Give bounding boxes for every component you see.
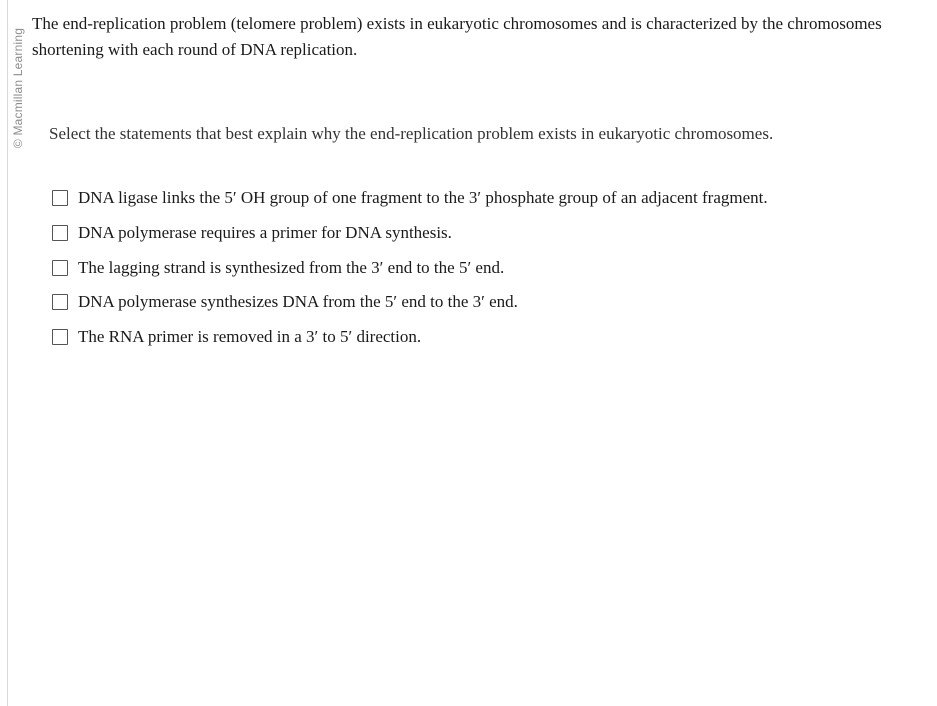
answer-option-label: DNA ligase links the 5′ OH group of one fragment to the 3′ phosphate group of an adjacent fragment.	[78, 188, 768, 208]
answer-option-label: The lagging strand is synthesized from the 3′ end to the 5′ end.	[78, 257, 505, 277]
answer-option-label: The RNA primer is removed in a 3′ to 5′ direction.	[78, 327, 422, 347]
answer-option-label: DNA polymerase requires a primer for DNA synthesis.	[78, 223, 452, 243]
answer-option[interactable]	[52, 181, 768, 216]
answer-option[interactable]	[52, 285, 768, 320]
checkbox-icon[interactable]	[52, 190, 68, 206]
checkbox-icon[interactable]	[52, 225, 68, 241]
copyright-watermark: © Macmillan Learning	[11, 27, 25, 149]
answer-option[interactable]	[52, 250, 768, 285]
question-prompt: Select the statements that best explain why the end-replication problem exists in eukaryotic chromosomes.	[49, 124, 774, 143]
question-intro: The end-replication problem (telomere problem) exists in eukaryotic chromosomes and is characterized by the chromosomes shortening with each round of DNA replication.	[32, 14, 882, 59]
checkbox-icon[interactable]	[52, 329, 68, 345]
left-border-divider	[7, 0, 8, 706]
checkbox-icon[interactable]	[52, 260, 68, 276]
answer-option-label: DNA polymerase synthesizes DNA from the 5′ end to the 3′ end.	[78, 292, 518, 312]
answer-option[interactable]	[52, 320, 768, 355]
answer-options-list	[52, 181, 768, 354]
answer-option[interactable]	[52, 216, 768, 251]
checkbox-icon[interactable]	[52, 294, 68, 310]
